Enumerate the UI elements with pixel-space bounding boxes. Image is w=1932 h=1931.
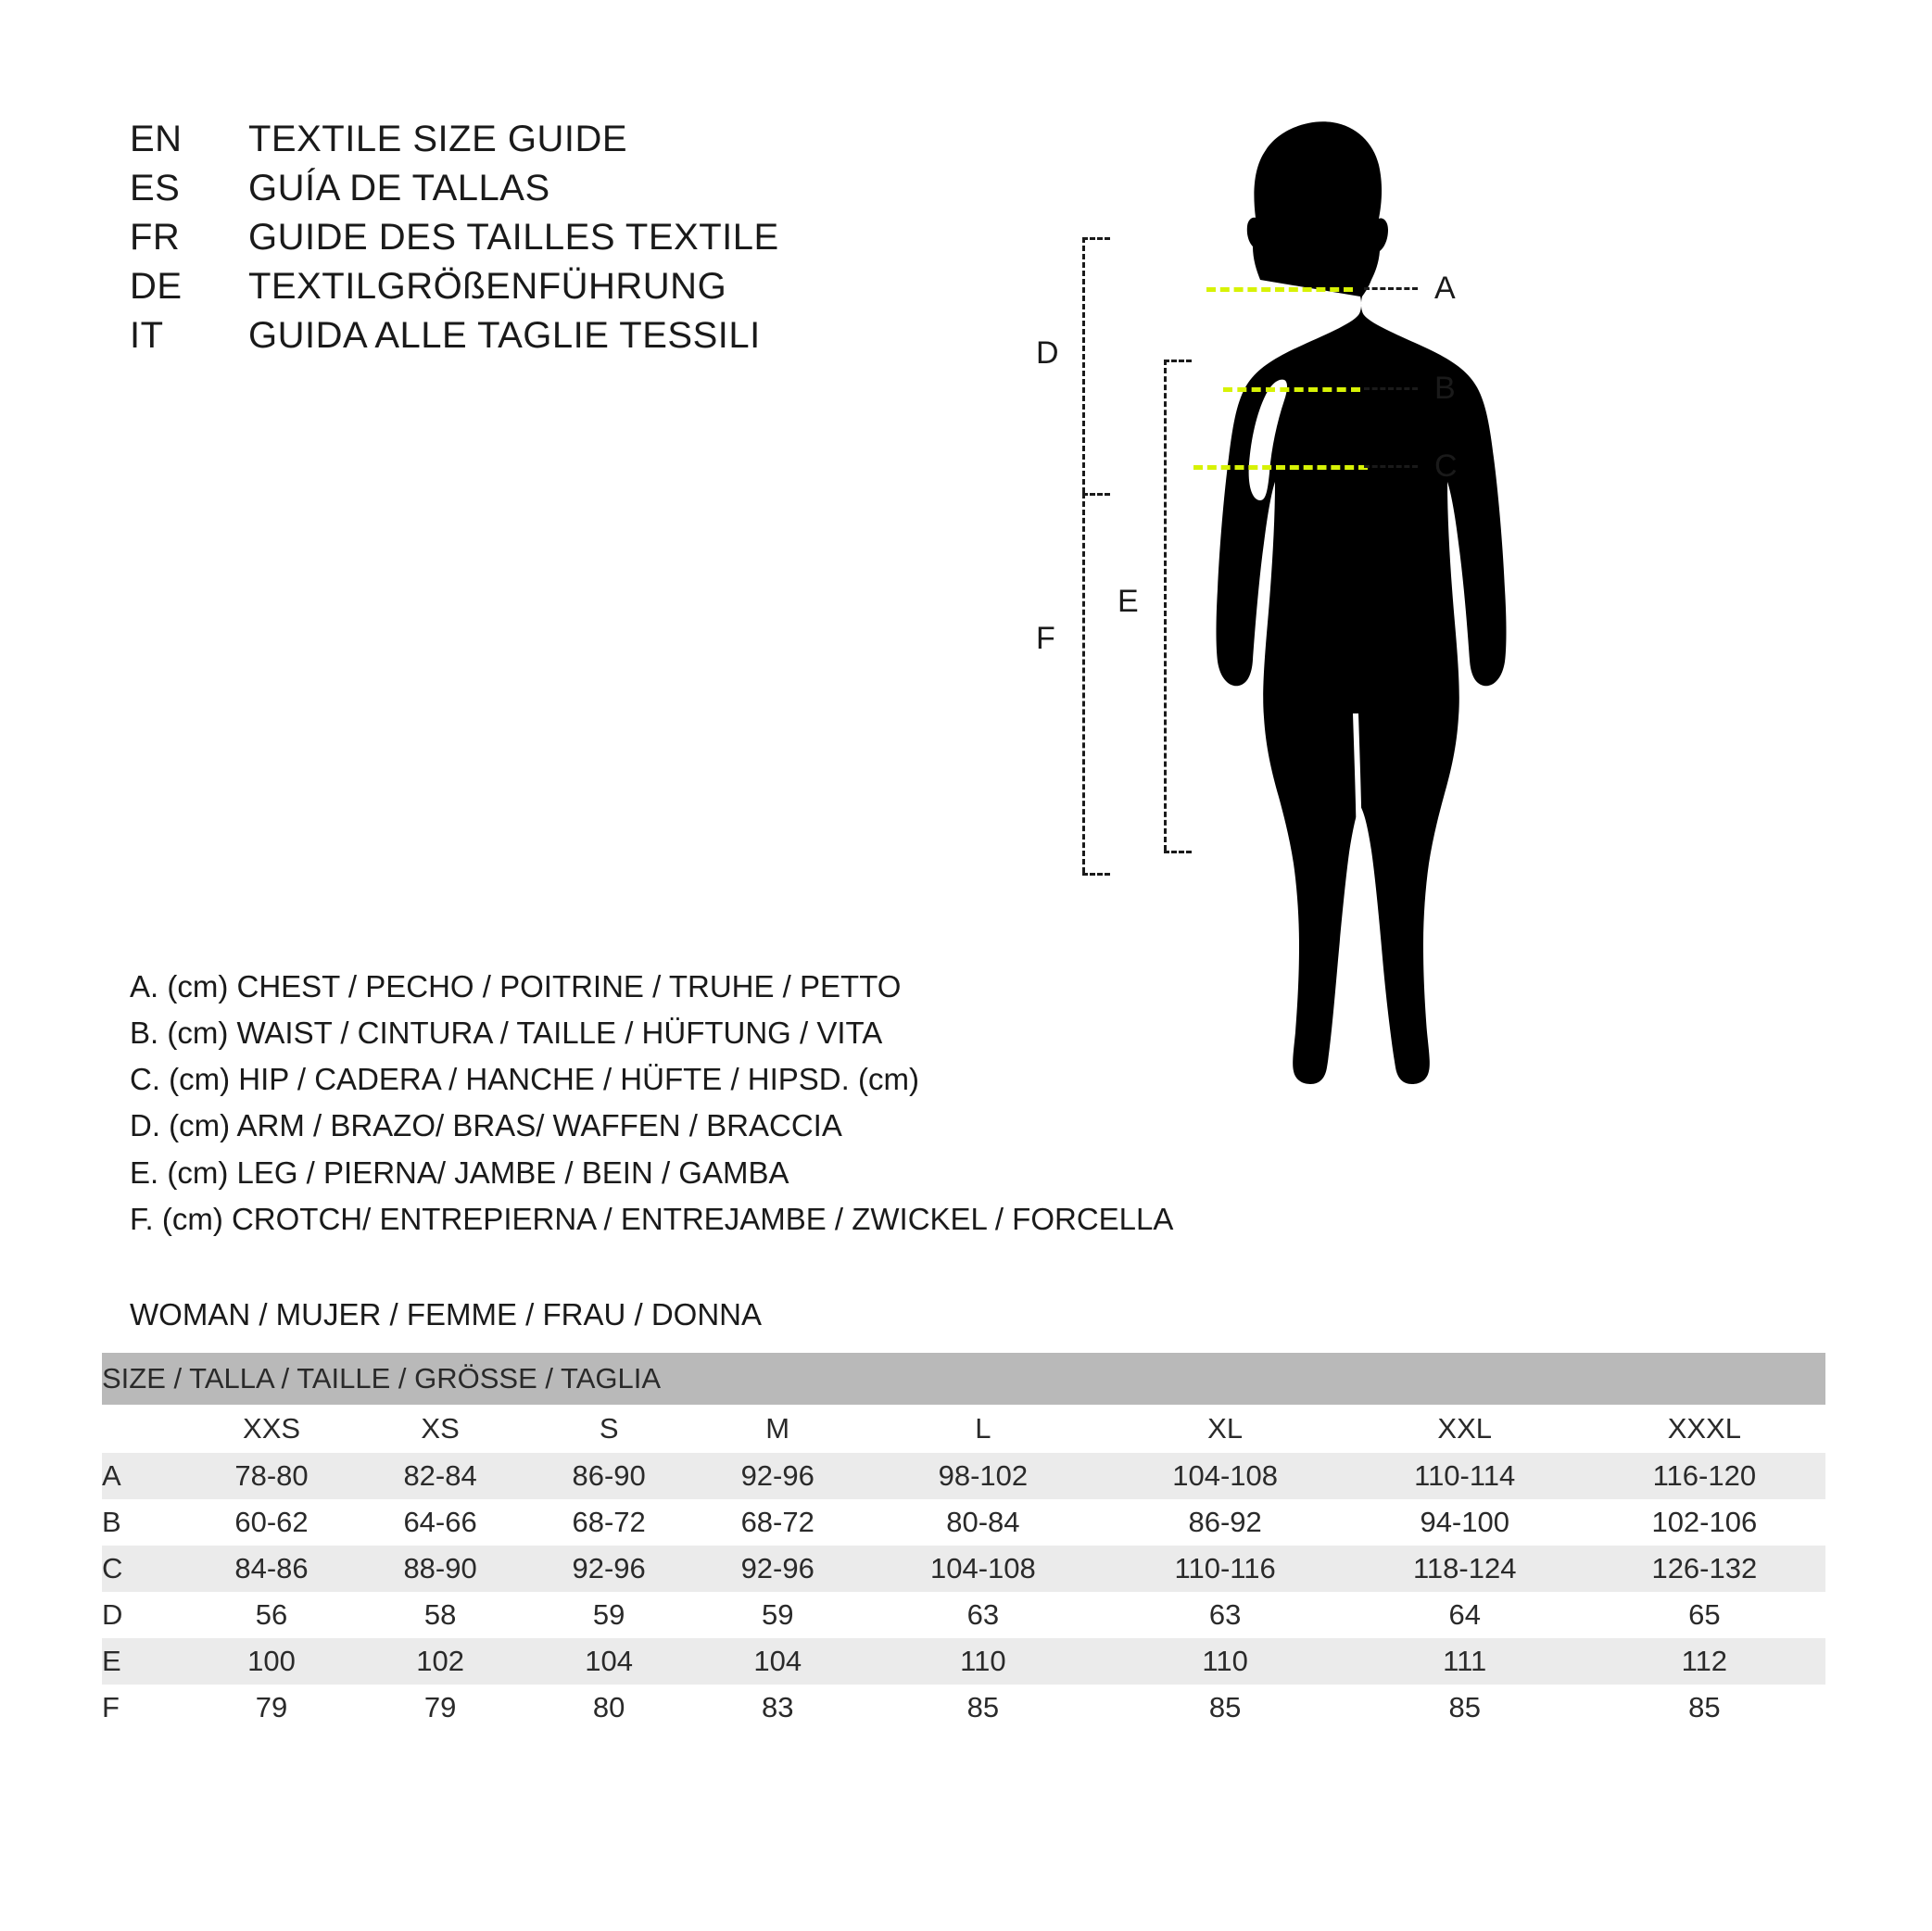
cell-d-xxl: 64	[1346, 1592, 1584, 1638]
legend-item-e: E. (cm) LEG / PIERNA/ JAMBE / BEIN / GAMBA	[130, 1155, 789, 1190]
arm-tick-bottom	[1082, 493, 1110, 496]
marker-B: B	[1434, 371, 1456, 406]
title-text-fr: GUIDE DES TAILLES TEXTILE	[248, 217, 779, 258]
arm-dimension-line	[1082, 237, 1085, 493]
legend-item-a: A. (cm) CHEST / PECHO / POITRINE / TRUHE / PETTO	[130, 969, 902, 1003]
title-text-es: GUÍA DE TALLAS	[248, 168, 550, 208]
cell-c-s: 92-96	[524, 1546, 693, 1592]
table-corner-cell	[102, 1405, 187, 1453]
cell-d-xxs: 56	[187, 1592, 356, 1638]
cell-c-xl: 110-116	[1105, 1546, 1346, 1592]
title-row	[130, 217, 890, 259]
chest-line	[1206, 287, 1353, 292]
cell-a-xxl: 110-114	[1346, 1453, 1584, 1499]
cell-f-xxl: 85	[1346, 1685, 1584, 1731]
legend-block	[130, 964, 1242, 1243]
table-row	[102, 1499, 1825, 1546]
title-lang-de: DE	[130, 266, 183, 307]
title-row	[130, 266, 890, 308]
row-label-d: D	[102, 1592, 187, 1638]
marker-F: F	[1036, 621, 1055, 656]
cell-c-xxs: 84-86	[187, 1546, 356, 1592]
cell-a-xs: 82-84	[356, 1453, 524, 1499]
title-row	[130, 119, 890, 160]
cell-e-xl: 110	[1105, 1638, 1346, 1685]
cell-b-xxs: 60-62	[187, 1499, 356, 1546]
cell-b-xxl: 94-100	[1346, 1499, 1584, 1546]
marker-A: A	[1434, 271, 1456, 306]
marker-E: E	[1118, 584, 1139, 619]
marker-C: C	[1434, 448, 1458, 484]
title-lang-fr: FR	[130, 217, 181, 258]
title-block	[130, 119, 890, 364]
cell-d-m: 59	[693, 1592, 862, 1638]
cell-f-m: 83	[693, 1685, 862, 1731]
row-label-c: C	[102, 1546, 187, 1592]
marker-D: D	[1036, 335, 1059, 371]
row-label-b: B	[102, 1499, 187, 1546]
arm-tick-top	[1082, 237, 1110, 240]
size-xxl: XXL	[1346, 1405, 1584, 1453]
table-row	[102, 1592, 1825, 1638]
cell-b-l: 80-84	[862, 1499, 1104, 1546]
cell-e-l: 110	[862, 1638, 1104, 1685]
cell-b-xxxl: 102-106	[1584, 1499, 1825, 1546]
cell-a-xl: 104-108	[1105, 1453, 1346, 1499]
leg-tick-bottom	[1164, 851, 1192, 853]
leg-tick-top	[1164, 360, 1192, 362]
cell-f-xs: 79	[356, 1685, 524, 1731]
table-header-row	[102, 1353, 1825, 1405]
legend-item-c: C. (cm) HIP / CADERA / HANCHE / HÜFTE / HIPSD. (cm)	[130, 1062, 919, 1097]
cell-d-xxxl: 65	[1584, 1592, 1825, 1638]
cell-c-m: 92-96	[693, 1546, 862, 1592]
cell-d-xl: 63	[1105, 1592, 1346, 1638]
cell-e-m: 104	[693, 1638, 862, 1685]
cell-e-s: 104	[524, 1638, 693, 1685]
cell-d-l: 63	[862, 1592, 1104, 1638]
cell-a-xxxl: 116-120	[1584, 1453, 1825, 1499]
crotch-dimension-line	[1082, 493, 1085, 873]
cell-e-xxl: 111	[1346, 1638, 1584, 1685]
cell-b-m: 68-72	[693, 1499, 862, 1546]
cell-f-l: 85	[862, 1685, 1104, 1731]
cell-e-xxxl: 112	[1584, 1638, 1825, 1685]
gender-label: WOMAN / MUJER / FEMME / FRAU / DONNA	[130, 1297, 762, 1332]
legend-item-d: D. (cm) ARM / BRAZO/ BRAS/ WAFFEN / BRACCIA	[130, 1108, 842, 1143]
title-lang-es: ES	[130, 168, 181, 208]
table-row	[102, 1546, 1825, 1592]
size-table	[102, 1353, 1825, 1731]
cell-a-m: 92-96	[693, 1453, 862, 1499]
cell-f-xxs: 79	[187, 1685, 356, 1731]
row-label-e: E	[102, 1638, 187, 1685]
table-row	[102, 1638, 1825, 1685]
title-text-en: TEXTILE SIZE GUIDE	[248, 119, 628, 159]
title-text-de: TEXTILGRÖßENFÜHRUNG	[248, 266, 727, 307]
cell-c-xxl: 118-124	[1346, 1546, 1584, 1592]
table-size-row	[102, 1405, 1825, 1453]
cell-e-xs: 102	[356, 1638, 524, 1685]
legend-item-f: F. (cm) CROTCH/ ENTREPIERNA / ENTREJAMBE / ZWICKEL / FORCELLA	[130, 1201, 1174, 1236]
cell-b-xs: 64-66	[356, 1499, 524, 1546]
cell-f-s: 80	[524, 1685, 693, 1731]
hip-leader	[1364, 465, 1418, 468]
size-l: L	[862, 1405, 1104, 1453]
crotch-tick-bottom	[1082, 873, 1110, 876]
leg-dimension-line	[1164, 360, 1167, 851]
cell-c-xs: 88-90	[356, 1546, 524, 1592]
size-xxxl: XXXL	[1584, 1405, 1825, 1453]
cell-b-xl: 86-92	[1105, 1499, 1346, 1546]
table-header-label: SIZE / TALLA / TAILLE / GRÖSSE / TAGLIA	[102, 1353, 1825, 1405]
cell-a-xxs: 78-80	[187, 1453, 356, 1499]
waist-leader	[1364, 387, 1418, 390]
cell-d-xs: 58	[356, 1592, 524, 1638]
title-lang-it: IT	[130, 315, 164, 356]
size-s: S	[524, 1405, 693, 1453]
row-label-a: A	[102, 1453, 187, 1499]
size-xs: XS	[356, 1405, 524, 1453]
cell-d-s: 59	[524, 1592, 693, 1638]
cell-c-l: 104-108	[862, 1546, 1104, 1592]
legend-item-b: B. (cm) WAIST / CINTURA / TAILLE / HÜFTUNG / VITA	[130, 1016, 883, 1051]
cell-e-xxs: 100	[187, 1638, 356, 1685]
hip-line	[1193, 465, 1368, 470]
cell-a-l: 98-102	[862, 1453, 1104, 1499]
title-row	[130, 168, 890, 209]
title-text-it: GUIDA ALLE TAGLIE TESSILI	[248, 315, 761, 356]
cell-a-s: 86-90	[524, 1453, 693, 1499]
table-row	[102, 1453, 1825, 1499]
chest-leader	[1364, 287, 1418, 290]
cell-f-xxxl: 85	[1584, 1685, 1825, 1731]
table-row	[102, 1685, 1825, 1731]
cell-b-s: 68-72	[524, 1499, 693, 1546]
cell-c-xxxl: 126-132	[1584, 1546, 1825, 1592]
size-xl: XL	[1105, 1405, 1346, 1453]
cell-f-xl: 85	[1105, 1685, 1346, 1731]
row-label-f: F	[102, 1685, 187, 1731]
size-m: M	[693, 1405, 862, 1453]
waist-line	[1223, 387, 1360, 392]
size-xxs: XXS	[187, 1405, 356, 1453]
title-lang-en: EN	[130, 119, 183, 159]
title-row	[130, 315, 890, 357]
